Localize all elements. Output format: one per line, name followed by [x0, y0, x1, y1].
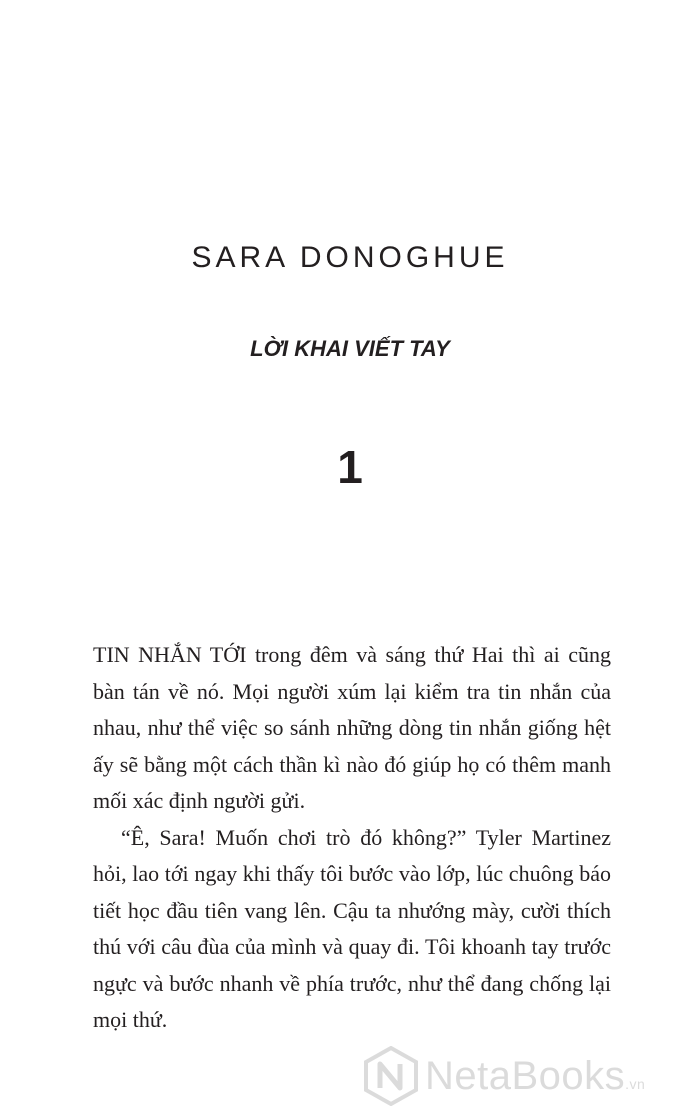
paragraph-2: “Ê, Sara! Muốn chơi trò đó không?” Tyler Martinez hỏi, lao tới ngay khi thấy tôi bước vào lớp, lúc chuông báo tiết học đầu tiên vang lên. Cậu ta nhướng mày, cười thích thú với câu đùa của mình và quay đi. Tôi khoanh tay trước ngực và bước nhanh về phía trước, như thể đang chống lại mọi thứ. [93, 824, 611, 1032]
watermark-text [425, 1054, 645, 1099]
watermark [363, 1046, 645, 1106]
author-name: SARA DONOGHUE [191, 241, 509, 274]
chapter-number: 1 [337, 441, 363, 493]
netabooks-logo-icon [363, 1046, 419, 1106]
watermark-brand: NetaBooks [425, 1053, 626, 1098]
paragraph-1: TIN NHẮN TỚI trong đêm và sáng thứ Hai thì ai cũng bàn tán về nó. Mọi người xúm lại kiểm tra tin nhắn của nhau, như thể việc so sánh những dòng tin nhắn giống hệt ấy sẽ bằng một cách thần kì nào đó giúp họ có thêm manh mối xác định người gửi. [93, 642, 611, 813]
watermark-suffix: .vn [625, 1075, 646, 1092]
chapter-subtitle: LỜI KHAI VIẾT TAY [250, 336, 450, 361]
body-text [93, 637, 611, 1039]
